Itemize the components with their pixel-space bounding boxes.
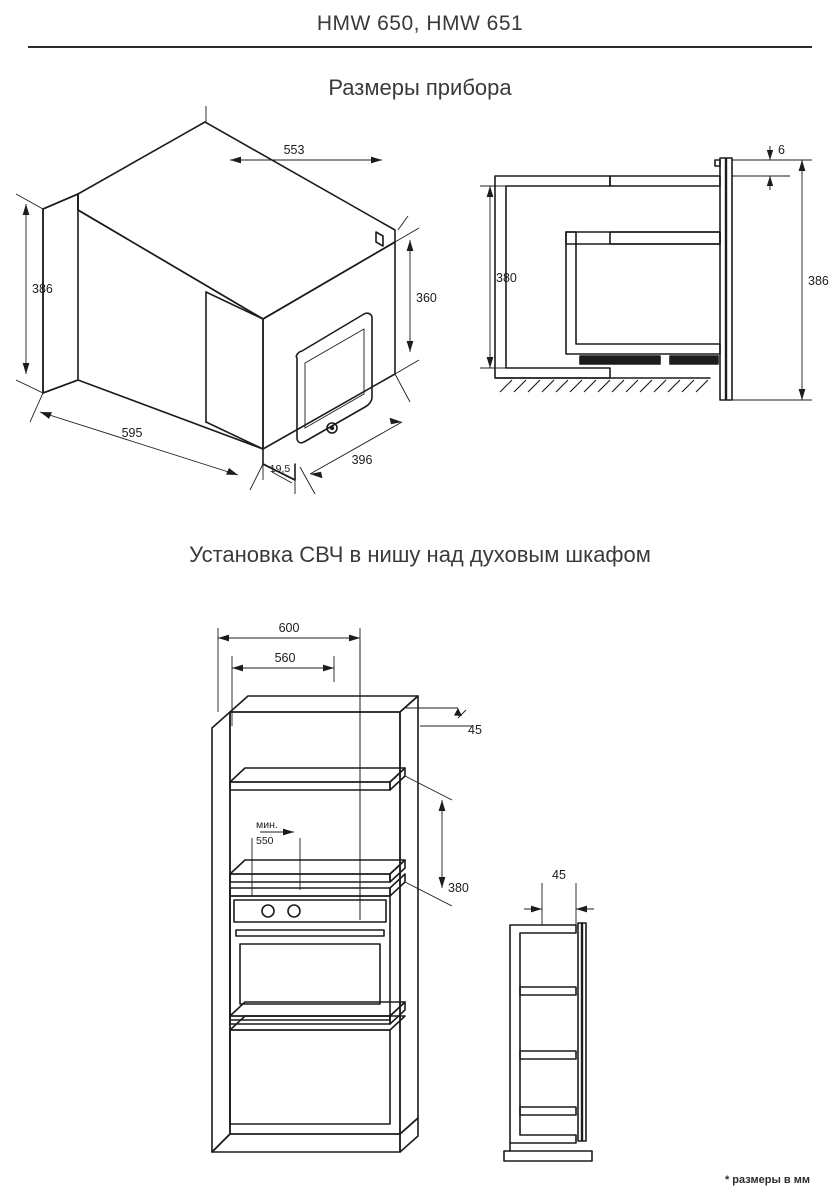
dim-45-side: 45 (552, 868, 566, 882)
dim-19-5: 19,5 (269, 463, 291, 475)
dim-553: 553 (283, 143, 305, 157)
section-title-appliance-dimensions: Размеры прибора (328, 75, 512, 100)
diagram-side-section-view (460, 140, 840, 480)
dim-560: 560 (274, 651, 296, 665)
dim-396: 396 (351, 453, 373, 467)
diagram-niche-side-view (480, 845, 700, 1185)
label-min: мин. (256, 819, 278, 831)
dim-595: 595 (121, 426, 143, 440)
section-title-niche-installation: Установка СВЧ в нишу над духовым шкафом (189, 542, 651, 567)
dim-380-niche: 380 (448, 881, 469, 895)
dim-386-left: 386 (32, 282, 53, 296)
dim-6: 6 (778, 143, 785, 157)
dim-45-top: 45 (468, 723, 482, 737)
dim-600: 600 (278, 621, 300, 635)
footnote: * размеры в мм (724, 1174, 810, 1186)
dim-386-right: 386 (808, 274, 829, 288)
title-divider (28, 46, 812, 48)
diagram-perspective-view (10, 112, 480, 512)
dim-360: 360 (416, 291, 437, 305)
dim-380: 380 (496, 271, 517, 285)
page-title: HMW 650, HMW 651 (316, 12, 524, 35)
dim-550: 550 (256, 835, 274, 847)
